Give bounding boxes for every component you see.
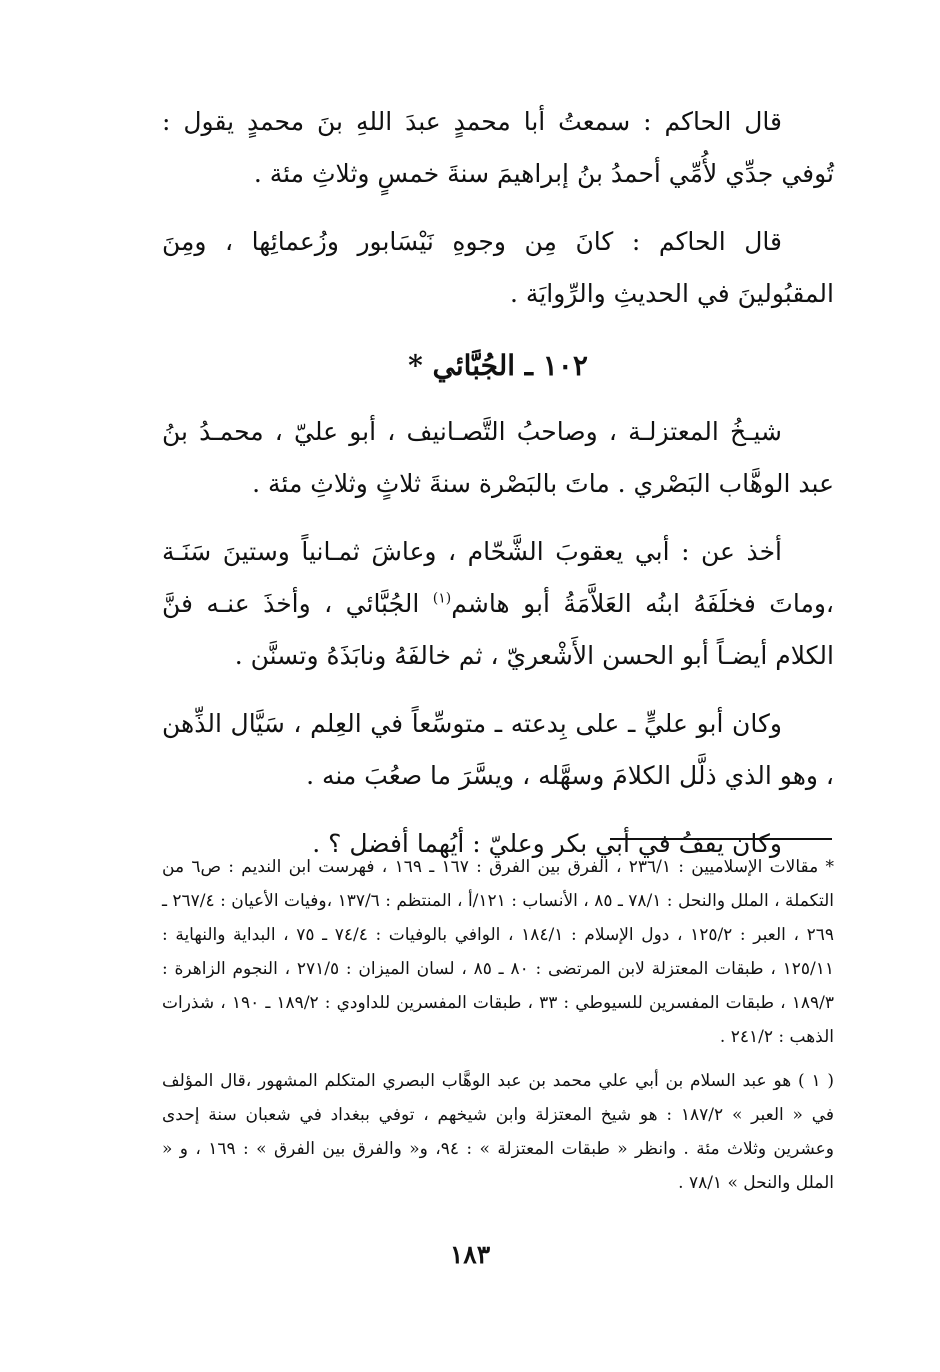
footnote-sources: * مقالات الإسلاميين : ٢٣٦/١ ، الفرق بين الفرق : ١٦٧ ـ ١٦٩ ، فهرست ابن النديم : ص٦ من التكملة ، الملل والنحل : ٧٨/١ ـ ٨٥ ، الأنساب : ١٢١/أ ، المنتظم : ١٣٧/٦ ،وفيات الأعيان : ٢٦٧/٤ ـ ٢٦٩ ، العبر : ١٢٥/٢ ، دول الإسلام : ١٨٤/١ ، الوافي بالوفيات : ٧٤/٤ ـ ٧٥ ، البداية والنهاية : ١٢٥/١١ ، طبقات المعتزلة لابن المرتضى : ٨٠ ـ ٨٥ ، لسان الميزان : ٢٧١/٥ ، النجوم الزاهرة : ١٨٩/٣ ، طبقات المفسرين للسيوطي : ٣٣ ، طبقات المفسرين للداودي : ١٨٩/٢ ـ ١٩٠ ، شذرات الذهب : ٢٤١/٢ . — [162, 857, 835, 1047]
paragraph-hakim-1: قال الحاكم : سمعتُ أبا محمدٍ عبدَ اللهِ بنَ محمدٍ يقول : تُوفي جدِّي لأُمِّي أحمدُ بنُ إبراهيمَ سنةَ خمسٍ وثلاثِ مئة . — [162, 107, 834, 188]
paragraph-teachers — [162, 526, 834, 682]
entry-title: الجُبَّائي — [432, 349, 516, 382]
paragraph-hakim-2: قال الحاكم : كانَ مِن وجوهِ نَيْسَابور وزُعمائِها ، ومِنَ المقبُولينَ في الحديثِ والرِّوايَة . — [162, 227, 834, 308]
entry-separator: ـ — [524, 349, 533, 382]
paragraph-bio: شيـخُ المعتزلـة ، وصاحبُ التَّصـانيف ، أبو عليّ ، محمـدُ بنُ عبد الوهَّاب البَصْري . ماتَ بالبَصْرة سنةَ ثلاثٍ وثلاثِ مئة . — [162, 417, 834, 498]
footnote-reference: (١) — [432, 590, 452, 607]
paragraph-question: وكان يقفُ في أبي بكر وعليّ : أيُهما أفضل ؟ . — [312, 829, 782, 858]
footnote-1: ( ١ ) هو عبد السلام بن أبي علي محمد بن عبد الوهَّاب البصري المتكلم المشهور ،قال المؤلف في « العبر » ١٨٧/٢ : هو شيخ المعتزلة وابن شيخهم ، توفي ببغداد في شعبان سنة إحدى وعشرين وثلاث مئة . وانظر « طبقات المعتزلة » : ٩٤، و« والفرق بين الفرق » : ١٦٩ ، و « الملل والنحل » ٧٨/١ . — [162, 1071, 835, 1193]
entry-number: ١٠٢ — [542, 349, 588, 382]
main-text — [162, 96, 834, 886]
footnotes — [162, 850, 834, 1210]
entry-heading — [162, 336, 834, 396]
paragraph-teachers-text-after: الجُبَّائي ، وأخذَ عنـه فنَّ الكلام أيضـاً أبو الحسن الأَشْعريّ ، ثم خالفَهُ ونابَذَهُ وتسنَّن . — [162, 589, 834, 670]
paragraph-teachers-text-before: أخذ عن : أبي يعقوبَ الشَّحّام ، وعاشَ ثمـانياً وستينَ سَنَـة ،وماتَ فخلَفَهُ ابنُه العَلاَّمَةُ أبو هاشم — [162, 537, 834, 618]
paragraph-character: وكان أبو عليٍّ ـ على بِدعته ـ متوسِّعاً في العِلم ، سَيَّال الذِّهن ، وهو الذي ذلَّل الكلامَ وسهَّله ، ويسَّرَ ما صعُبَ منه . — [162, 709, 834, 790]
footnote-divider — [610, 838, 832, 840]
entry-footnote-mark: * — [408, 349, 423, 382]
page-number: ١٨٣ — [449, 1240, 491, 1269]
